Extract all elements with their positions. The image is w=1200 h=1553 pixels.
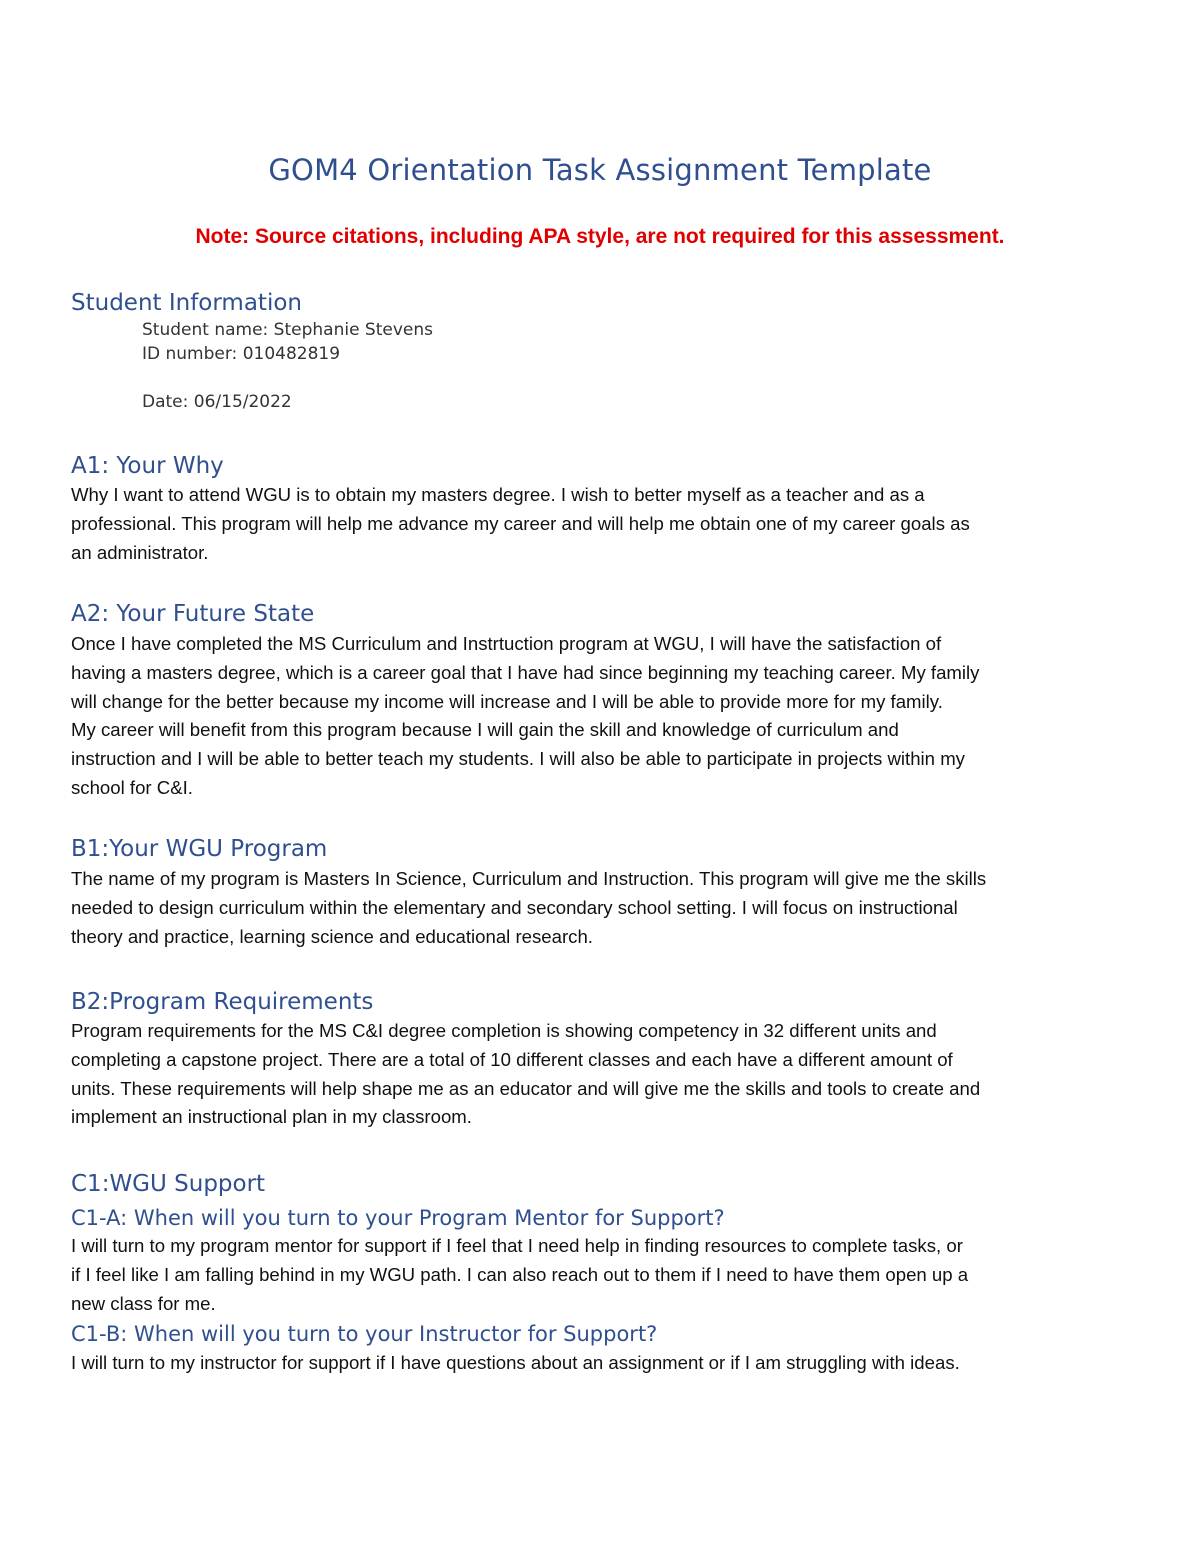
c1b-body	[71, 1349, 1141, 1378]
date-line: Date: 06/15/2022	[142, 392, 292, 412]
b1-line: theory and practice, learning science and educational research.	[71, 925, 593, 947]
b1-line: needed to design curriculum within the elementary and secondary school setting. I will focus on instructional	[71, 896, 958, 918]
b1-heading: B1:Your WGU Program	[71, 836, 328, 862]
b2-heading: B2:Program Requirements	[71, 989, 374, 1015]
a2-line: having a masters degree, which is a career goal that I have had since beginning my teaching career. My family	[71, 661, 980, 683]
a2-line: will change for the better because my income will increase and I will be able to provide more for my family.	[71, 690, 943, 712]
a2-body	[71, 630, 1141, 803]
c1a-line: if I feel like I am falling behind in my WGU path. I can also reach out to them if I need to have them open up a	[71, 1263, 969, 1285]
a2-line: instruction and I will be able to better teach my students. I will also be able to participate in projects within my	[71, 748, 965, 770]
a1-line: an administrator.	[71, 541, 209, 563]
c1b-line: I will turn to my instructor for support if I have questions about an assignment or if I am struggling with ideas.	[71, 1352, 960, 1373]
a2-line: My career will benefit from this program because I will gain the skill and knowledge of curriculum and	[71, 719, 899, 741]
a1-body	[71, 481, 1141, 567]
id-number-line: ID number: 010482819	[142, 344, 341, 364]
a1-line: Why I want to attend WGU is to obtain my masters degree. I wish to better myself as a teacher and as a	[71, 484, 925, 505]
a2-heading: A2: Your Future State	[71, 601, 315, 627]
b2-line: implement an instructional plan in my classroom.	[71, 1106, 472, 1128]
a2-line: school for C&I.	[71, 776, 193, 798]
document-title: GOM4 Orientation Task Assignment Template	[268, 153, 932, 187]
student-name-line: Student name: Stephanie Stevens	[142, 320, 433, 340]
c1b-heading: C1-B: When will you turn to your Instructor for Support?	[71, 1322, 658, 1346]
b1-body	[71, 865, 1141, 951]
b2-line: Program requirements for the MS C&I degree completion is showing competency in 32 different units and	[71, 1020, 937, 1041]
student-information-heading: Student Information	[71, 290, 302, 316]
b2-line: completing a capstone project. There are a total of 10 different classes and each have a different amount of	[71, 1048, 953, 1070]
a1-line: professional. This program will help me advance my career and will help me obtain one of my career goals as	[71, 512, 970, 534]
c1a-body	[71, 1232, 1141, 1318]
c1a-line: I will turn to my program mentor for support if I feel that I need help in finding resources to complete tasks, or	[71, 1235, 963, 1256]
citation-note: Note: Source citations, including APA style, are not required for this assessment.	[195, 225, 1005, 248]
c1a-line: new class for me.	[71, 1292, 216, 1314]
a1-heading: A1: Your Why	[71, 453, 224, 479]
b1-line: The name of my program is Masters In Science, Curriculum and Instruction. This program will give me the skills	[71, 868, 987, 889]
b2-body	[71, 1017, 1141, 1132]
b2-line: units. These requirements will help shape me as an educator and will give me the skills and tools to create and	[71, 1077, 981, 1099]
c1-heading: C1:WGU Support	[71, 1171, 266, 1197]
c1a-heading: C1-A: When will you turn to your Program Mentor for Support?	[71, 1206, 725, 1230]
a2-line: Once I have completed the MS Curriculum and Instrtuction program at WGU, I will have the satisfaction of	[71, 633, 942, 654]
